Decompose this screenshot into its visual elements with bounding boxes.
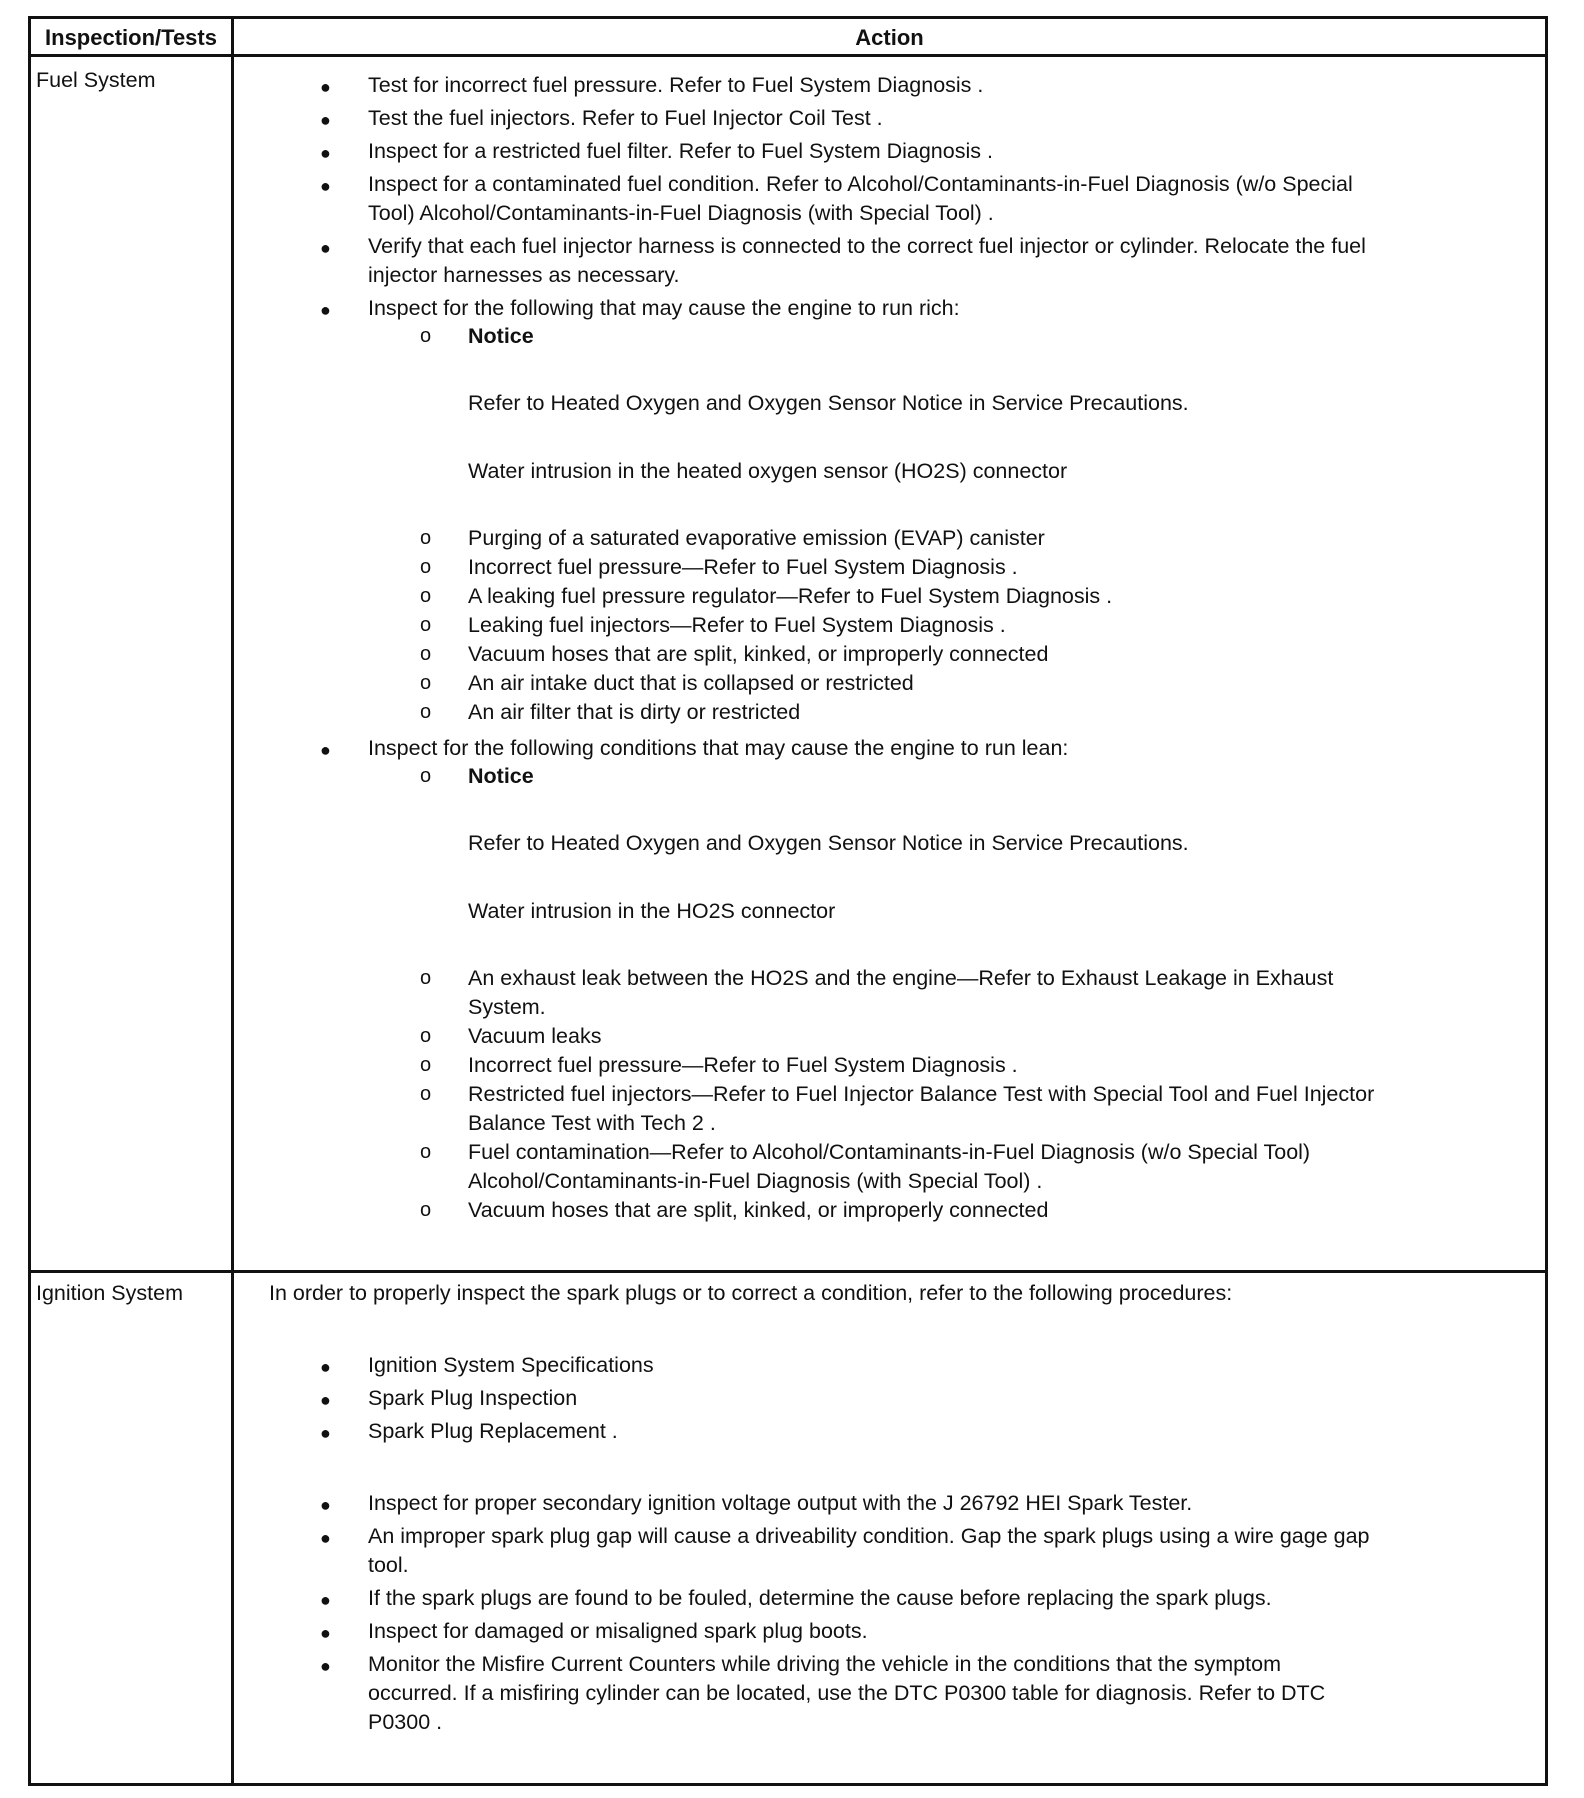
sub-list-item: An air filter that is dirty or restricted: [468, 700, 801, 724]
bullet-icon: ●: [320, 110, 331, 130]
list-item: Inspect for damaged or misaligned spark plug boots.: [368, 1619, 868, 1643]
sub-list-item: Water intrusion in the HO2S connector: [468, 899, 836, 923]
list-item-continued: tool.: [368, 1553, 409, 1577]
notice-title: Notice: [468, 324, 534, 348]
circle-bullet-icon: o: [420, 585, 432, 607]
bullet-icon: ●: [320, 1590, 331, 1610]
bullet-icon: ●: [320, 176, 331, 196]
circle-bullet-icon: o: [420, 1199, 432, 1221]
circle-bullet-icon: o: [420, 527, 432, 549]
list-item-continued: P0300 .: [368, 1710, 443, 1734]
sub-list-item: Water intrusion in the heated oxygen sensor (HO2S) connector: [468, 459, 1068, 483]
sub-list-item: A leaking fuel pressure regulator—Refer to Fuel System Diagnosis .: [468, 584, 1113, 608]
circle-bullet-icon: o: [420, 325, 432, 347]
sub-list-item: Purging of a saturated evaporative emission (EVAP) canister: [468, 526, 1045, 550]
row-label-fuel-system: Fuel System: [36, 68, 156, 92]
procedure-item: Spark Plug Inspection: [368, 1386, 578, 1410]
list-item-continued: Tool) Alcohol/Contaminants-in-Fuel Diagnosis (with Special Tool) .: [368, 201, 994, 225]
bullet-icon: ●: [320, 1423, 331, 1443]
header-inspection-tests: Inspection/Tests: [45, 25, 217, 50]
list-item-continued: occurred. If a misfiring cylinder can be located, use the DTC P0300 table for diagnosis. Refer to DTC: [368, 1681, 1326, 1705]
circle-bullet-icon: o: [420, 1083, 432, 1105]
sub-list-item: An air intake duct that is collapsed or restricted: [468, 671, 914, 695]
list-item: If the spark plugs are found to be fouled, determine the cause before replacing the spark plugs.: [368, 1586, 1272, 1610]
list-item: Verify that each fuel injector harness is connected to the correct fuel injector or cylinder. Relocate the fuel: [368, 234, 1366, 258]
circle-bullet-icon: o: [420, 1141, 432, 1163]
notice-text: Refer to Heated Oxygen and Oxygen Sensor Notice in Service Precautions.: [468, 391, 1189, 415]
list-item: Test the fuel injectors. Refer to Fuel Injector Coil Test .: [368, 106, 883, 130]
sub-list-item-continued: Alcohol/Contaminants-in-Fuel Diagnosis (with Special Tool) .: [468, 1169, 1043, 1193]
bullet-icon: ●: [320, 143, 331, 163]
bullet-icon: ●: [320, 1390, 331, 1410]
list-item: Inspect for proper secondary ignition voltage output with the J 26792 HEI Spark Tester.: [368, 1491, 1193, 1515]
sub-list-item-continued: Balance Test with Tech 2 .: [468, 1111, 716, 1135]
circle-bullet-icon: o: [420, 614, 432, 636]
procedure-item: Spark Plug Replacement .: [368, 1419, 618, 1443]
sub-list-item-continued: System.: [468, 995, 546, 1019]
list-item: Inspect for a contaminated fuel condition. Refer to Alcohol/Contaminants-in-Fuel Diagnosis (w/o Special: [368, 172, 1353, 196]
circle-bullet-icon: o: [420, 967, 432, 989]
notice-text: Refer to Heated Oxygen and Oxygen Sensor Notice in Service Precautions.: [468, 831, 1189, 855]
notice-title: Notice: [468, 764, 534, 788]
list-item: Monitor the Misfire Current Counters while driving the vehicle in the conditions that the symptom: [368, 1652, 1281, 1676]
sub-list-item: Incorrect fuel pressure—Refer to Fuel System Diagnosis .: [468, 555, 1018, 579]
sub-list-item: Incorrect fuel pressure—Refer to Fuel System Diagnosis .: [468, 1053, 1018, 1077]
bullet-icon: ●: [320, 740, 331, 760]
list-item: Inspect for the following conditions that may cause the engine to run lean:: [368, 736, 1069, 760]
sub-list-item: Vacuum hoses that are split, kinked, or improperly connected: [468, 1198, 1049, 1222]
circle-bullet-icon: o: [420, 765, 432, 787]
bullet-icon: ●: [320, 1357, 331, 1377]
row-label-ignition-system: Ignition System: [36, 1281, 183, 1305]
list-item: Inspect for the following that may cause the engine to run rich:: [368, 296, 960, 320]
circle-bullet-icon: o: [420, 701, 432, 723]
circle-bullet-icon: o: [420, 643, 432, 665]
circle-bullet-icon: o: [420, 556, 432, 578]
header-action: Action: [855, 25, 924, 50]
circle-bullet-icon: o: [420, 1054, 432, 1076]
bullet-icon: ●: [320, 1528, 331, 1548]
column-divider: [231, 16, 234, 1786]
sub-list-item: Vacuum hoses that are split, kinked, or improperly connected: [468, 642, 1049, 666]
bullet-icon: ●: [320, 77, 331, 97]
list-item-continued: injector harnesses as necessary.: [368, 263, 680, 287]
list-item: Test for incorrect fuel pressure. Refer to Fuel System Diagnosis .: [368, 73, 984, 97]
sub-list-item: Restricted fuel injectors—Refer to Fuel Injector Balance Test with Special Tool and Fuel Injector: [468, 1082, 1375, 1106]
circle-bullet-icon: o: [420, 1025, 432, 1047]
bullet-icon: ●: [320, 1495, 331, 1515]
bullet-icon: ●: [320, 1623, 331, 1643]
circle-bullet-icon: o: [420, 672, 432, 694]
bullet-icon: ●: [320, 300, 331, 320]
sub-list-item: Leaking fuel injectors—Refer to Fuel System Diagnosis .: [468, 613, 1006, 637]
row-divider: [28, 1270, 1548, 1273]
ignition-intro: In order to properly inspect the spark plugs or to correct a condition, refer to the following procedures:: [269, 1281, 1233, 1305]
procedure-item: Ignition System Specifications: [368, 1353, 654, 1377]
sub-list-item: Vacuum leaks: [468, 1024, 602, 1048]
list-item: Inspect for a restricted fuel filter. Refer to Fuel System Diagnosis .: [368, 139, 993, 163]
list-item: An improper spark plug gap will cause a driveability condition. Gap the spark plugs using a wire gage gap: [368, 1524, 1370, 1548]
bullet-icon: ●: [320, 1656, 331, 1676]
bullet-icon: ●: [320, 238, 331, 258]
sub-list-item: Fuel contamination—Refer to Alcohol/Contaminants-in-Fuel Diagnosis (w/o Special Tool): [468, 1140, 1311, 1164]
sub-list-item: An exhaust leak between the HO2S and the engine—Refer to Exhaust Leakage in Exhaust: [468, 966, 1334, 990]
